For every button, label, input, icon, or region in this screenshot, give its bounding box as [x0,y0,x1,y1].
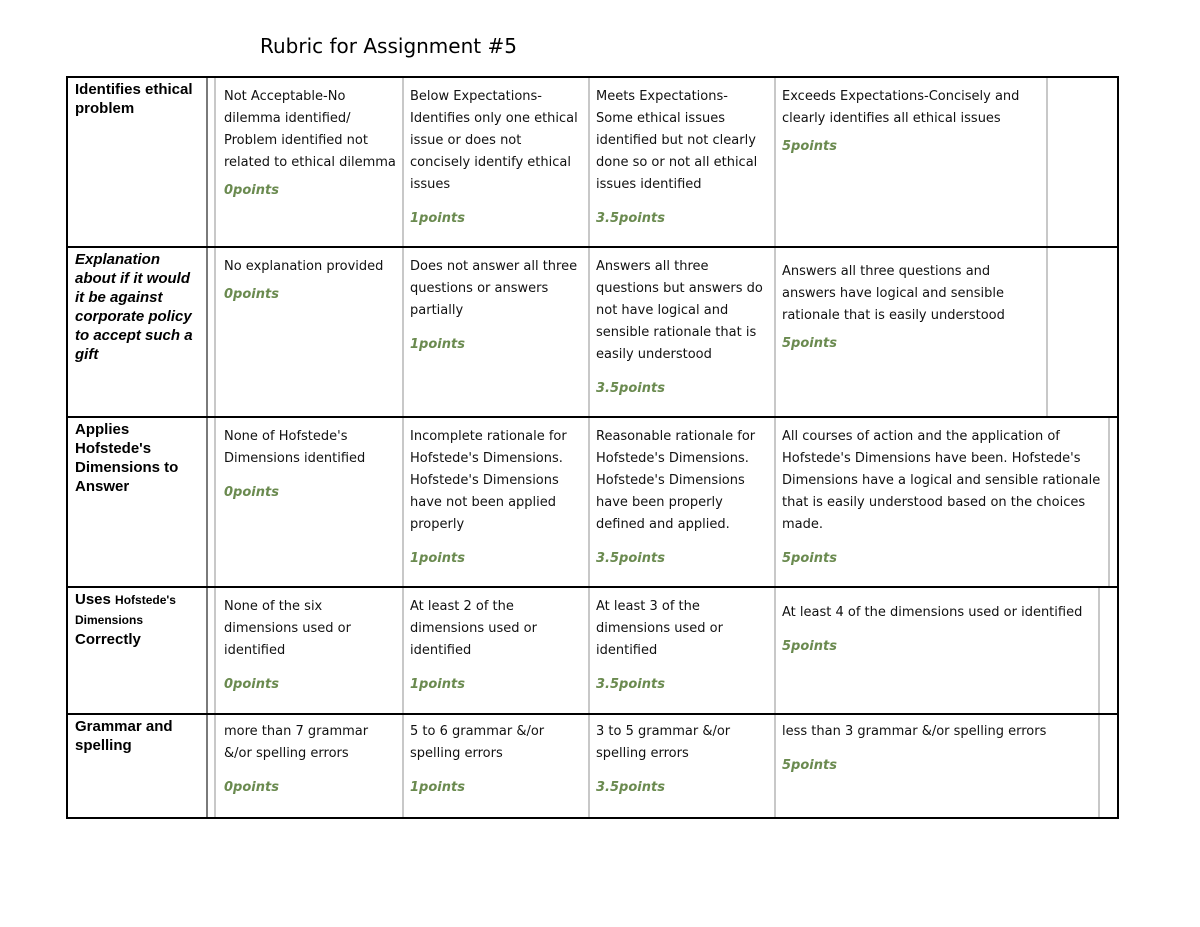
level-description: At least 4 of the dimensions used or identified [782,605,1083,620]
level-cell [774,715,1094,817]
level-cell [402,588,588,713]
level-cell [588,418,774,586]
criterion-part: Uses [75,591,111,608]
points-label: 3.5points [596,211,665,226]
level-cell [216,418,402,586]
level-cell [588,248,774,416]
points-label: 1points [410,677,465,692]
page-title: Rubric for Assignment #5 [260,34,517,58]
points-label: 3.5points [596,780,665,795]
level-cell [588,715,774,817]
level-description: Meets Expectations- Some ethical issues identified but not clearly done so or not all ethical issues identified [596,89,758,192]
points-label: 5points [782,639,837,654]
criterion-part: Correctly [75,631,141,648]
criterion-cell: Explanation about if it would it be against corporate policy to accept such a gift [75,251,193,363]
level-cell [402,418,588,586]
level-description: At least 2 of the dimensions used or identified [410,599,537,658]
level-description: Reasonable rationale for Hofstede's Dimensions. Hofstede's Dimensions have been properly defined and applied. [596,429,756,532]
level-cell [774,248,1046,416]
table-row [68,588,1117,715]
points-label: 5points [782,139,837,154]
level-cell [216,78,402,246]
points-label: 3.5points [596,551,665,566]
level-description: Exceeds Expectations-Concisely and clearly identifies all ethical issues [782,89,1020,126]
level-description: Incomplete rationale for Hofstede's Dimensions. Hofstede's Dimensions have not been applied properly [410,429,567,532]
points-label: 3.5points [596,381,665,396]
points-label: 0points [224,677,279,692]
level-cell [588,78,774,246]
level-description: Answers all three questions but answers do not have logical and sensible rationale that is easily understood [596,259,763,362]
points-label: 0points [224,485,279,500]
level-description: At least 3 of the dimensions used or identified [596,599,723,658]
table-row [68,418,1117,588]
table-row [68,715,1117,817]
points-label: 1points [410,211,465,226]
level-description: 5 to 6 grammar &/or spelling errors [410,724,545,761]
criterion-cell: Grammar and spelling [75,718,173,754]
level-description: Answers all three questions and answers have logical and sensible rationale that is easily understood [782,264,1005,323]
level-cell [402,715,588,817]
points-label: 0points [224,183,279,198]
level-cell [774,78,1046,246]
points-label: 1points [410,551,465,566]
points-label: 1points [410,780,465,795]
points-label: 0points [224,780,279,795]
points-label: 5points [782,758,837,773]
table-row [68,78,1117,248]
level-cell [402,78,588,246]
points-label: 0points [224,287,279,302]
level-description: None of the six dimensions used or identified [224,599,351,658]
points-label: 3.5points [596,677,665,692]
level-description: No explanation provided [224,259,384,274]
level-description: Does not answer all three questions or answers partially [410,259,578,318]
criterion-cell: Applies Hofstede's Dimensions to Answer [75,421,179,495]
level-description: None of Hofstede's Dimensions identified [224,429,366,466]
criterion-part: Hofstede's Dimensions [75,593,176,627]
level-cell [216,588,402,713]
level-description: more than 7 grammar &/or spelling errors [224,724,369,761]
table-row [68,248,1117,418]
criterion-cell [68,588,198,713]
points-label: 5points [782,336,837,351]
points-label: 1points [410,337,465,352]
criterion-cell: Identifies ethical problem [75,81,193,117]
level-cell [774,588,1094,713]
rubric-table [66,76,1119,819]
level-description: Below Expectations- Identifies only one ethical issue or does not concisely identify ethical issues [410,89,578,192]
points-label: 5points [782,551,837,566]
level-cell [216,715,402,817]
level-cell [402,248,588,416]
level-cell [216,248,402,416]
level-cell [588,588,774,713]
level-description: less than 3 grammar &/or spelling errors [782,724,1047,739]
level-description: 3 to 5 grammar &/or spelling errors [596,724,731,761]
level-cell [774,418,1108,586]
level-description: All courses of action and the application of Hofstede's Dimensions have been. Hofstede's Dimensions have a logical and sensible rationale that is easily understood based on the choices made. [782,429,1101,532]
level-description: Not Acceptable-No dilemma identified/ Problem identified not related to ethical dilemma [224,89,396,170]
